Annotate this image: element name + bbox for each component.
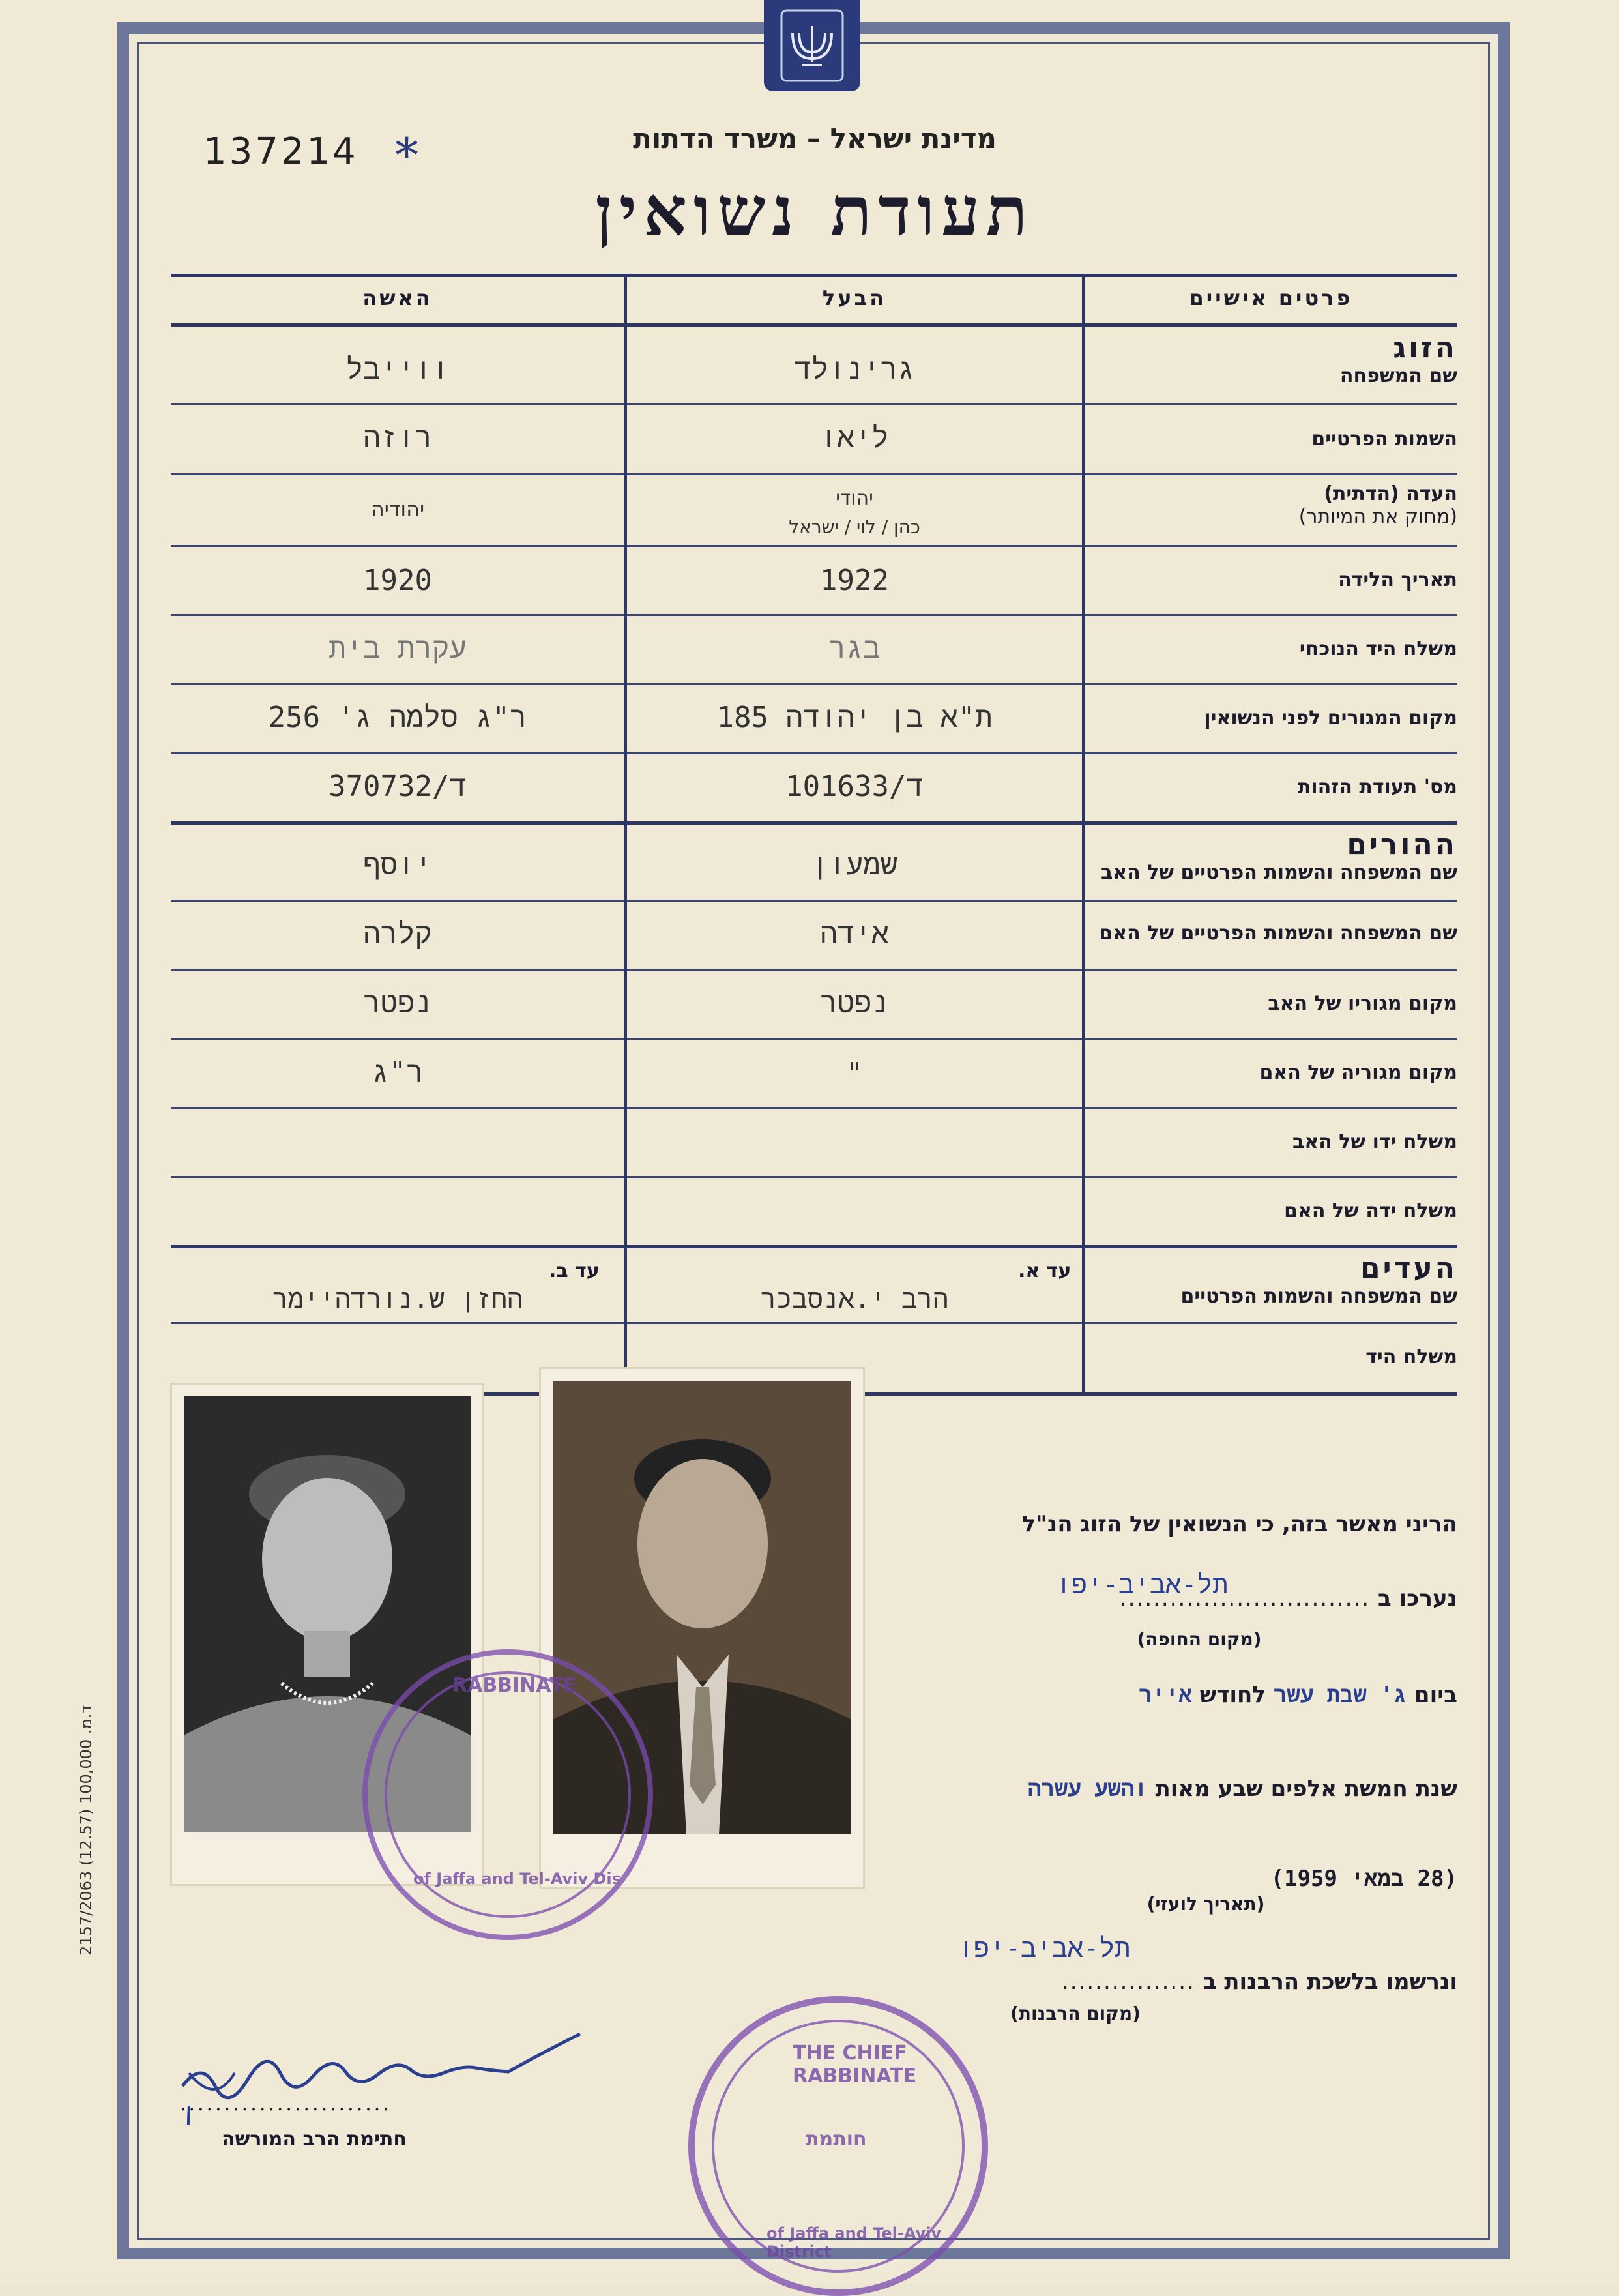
wife-father-name: יוסף (363, 848, 432, 881)
husband-father-residence: נפטר (820, 986, 889, 1020)
row-label-id-number: מס' תעודת הזהות (1297, 776, 1457, 799)
wife-given-name: רוזה (363, 421, 432, 454)
section-parents-label: ההורים שם המשפחה והשמות הפרטיים של האב (1100, 828, 1457, 884)
registered-line: ונרשמו בלשכת הרבנות ב ................ (1061, 1969, 1457, 1995)
husband-id-number: ד/101633 (785, 770, 924, 803)
place-line: נערכו ב .............................. (1119, 1585, 1457, 1612)
wife-mother-residence: ר"ג (372, 1055, 424, 1089)
husband-community: יהודי (836, 486, 873, 510)
row-label-residence: מקום המגורים לפני הנשואין (1204, 707, 1457, 729)
row-label-community: העדה (הדתית) (מחוק את המיותר) (1298, 482, 1457, 528)
registered-caption: (מקום הרבנות) (1010, 2003, 1141, 2024)
row-label-witness-occupation: משלח היד (1365, 1346, 1457, 1368)
registered-value: תל-אביב-יפו (958, 1934, 1131, 1964)
wife-occupation: עקרת בית (328, 632, 467, 665)
row-label-occupation: משלח היד הנוכחי (1299, 638, 1457, 660)
witness-a-name: הרב י.אנסבכר (760, 1284, 949, 1314)
civil-date-caption: (תאריך לועזי) (1146, 1893, 1265, 1915)
husband-occupation: בגר (828, 632, 881, 665)
signature-dots: ........................ (180, 2093, 392, 2115)
row-label-mother-occupation: משלח ידה של האם (1284, 1200, 1457, 1222)
certificate-title: תעודת נשואין (595, 171, 1034, 251)
column-header-husband: הבעל (822, 286, 887, 310)
husband-lineage: כהן / לוי / ישראל (789, 516, 920, 538)
husband-residence: ת"א בן יהודה 185 (716, 701, 993, 734)
row-label-mother-name: שם המשפחה והשמות הפרטיים של האם (1099, 922, 1457, 945)
details-table (171, 274, 1457, 1395)
rabbinate-stamp-photos: RABBINATE of Jaffa and Tel-Aviv Dis (362, 1649, 653, 1940)
column-header-personal: פרטים אישיים (1189, 286, 1353, 310)
signature-caption: חתימת הרב המורשה (222, 2128, 407, 2151)
husband-mother-residence: " (845, 1056, 864, 1090)
wife-id-number: ד/370732 (328, 770, 467, 803)
asterisk-mark: * (395, 128, 418, 183)
print-code: ד.מ. 100,000 (12.57) 2157/2063 (77, 1705, 95, 1956)
wife-community: יהודיה (370, 497, 425, 522)
wife-surname: ווייבל (345, 353, 450, 386)
date-line: ביום ג' שבת עשר לחודש אייר (1139, 1682, 1457, 1708)
section-couple-label: הזוג שם המשפחה (1339, 331, 1457, 387)
chief-rabbinate-stamp: THE CHIEF RABBINATE חותמת of Jaffa and Tel-Aviv District (688, 1996, 988, 2296)
row-label-father-residence: מקום מגוריו של האב (1268, 992, 1457, 1015)
row-label-father-occupation: משלח ידו של האב (1292, 1130, 1457, 1153)
husband-father-name: שמעון (811, 848, 898, 881)
serial-number: 137214 (203, 130, 358, 173)
column-header-wife: האשה (362, 286, 433, 310)
place-value: תל-אביב-יפו (1056, 1570, 1229, 1600)
state-emblem-icon (764, 0, 860, 91)
civil-date: (28 במאי 1959) (1270, 1866, 1457, 1892)
row-label-given-names: השמות הפרטיים (1311, 428, 1457, 450)
wife-mother-name: קלרה (363, 917, 432, 950)
wife-residence: ר"ג סלמה ג' 256 (268, 701, 527, 734)
husband-given-name: ליאו (820, 421, 889, 454)
witness-b-tag: עד ב. (549, 1259, 600, 1282)
row-label-mother-residence: מקום מגוריה של האם (1259, 1061, 1457, 1084)
place-caption: (מקום החופה) (1137, 1628, 1262, 1650)
wife-father-residence: נפטר (363, 986, 432, 1020)
year-line: שנת חמשת אלפים שבע מאות והשע עשרה (1027, 1776, 1457, 1802)
husband-birth-year: 1922 (820, 563, 889, 597)
row-label-birth-date: תאריך הלידה (1338, 568, 1457, 591)
witness-b-name: החזן ש.נורדהיימר (272, 1284, 523, 1314)
declaration-intro: הריני מאשר בזה, כי הנשואין של הזוג הנ"ל (1022, 1511, 1457, 1537)
ministry-heading: מדינת ישראל – משרד הדתות (633, 123, 997, 155)
witness-a-tag: עד א. (1018, 1259, 1072, 1282)
wife-birth-year: 1920 (363, 563, 432, 597)
husband-surname: גרינולד (794, 353, 915, 386)
husband-mother-name: אידה (820, 917, 889, 950)
section-witnesses-label: העדים שם המשפחה והשמות הפרטיים (1180, 1252, 1457, 1308)
